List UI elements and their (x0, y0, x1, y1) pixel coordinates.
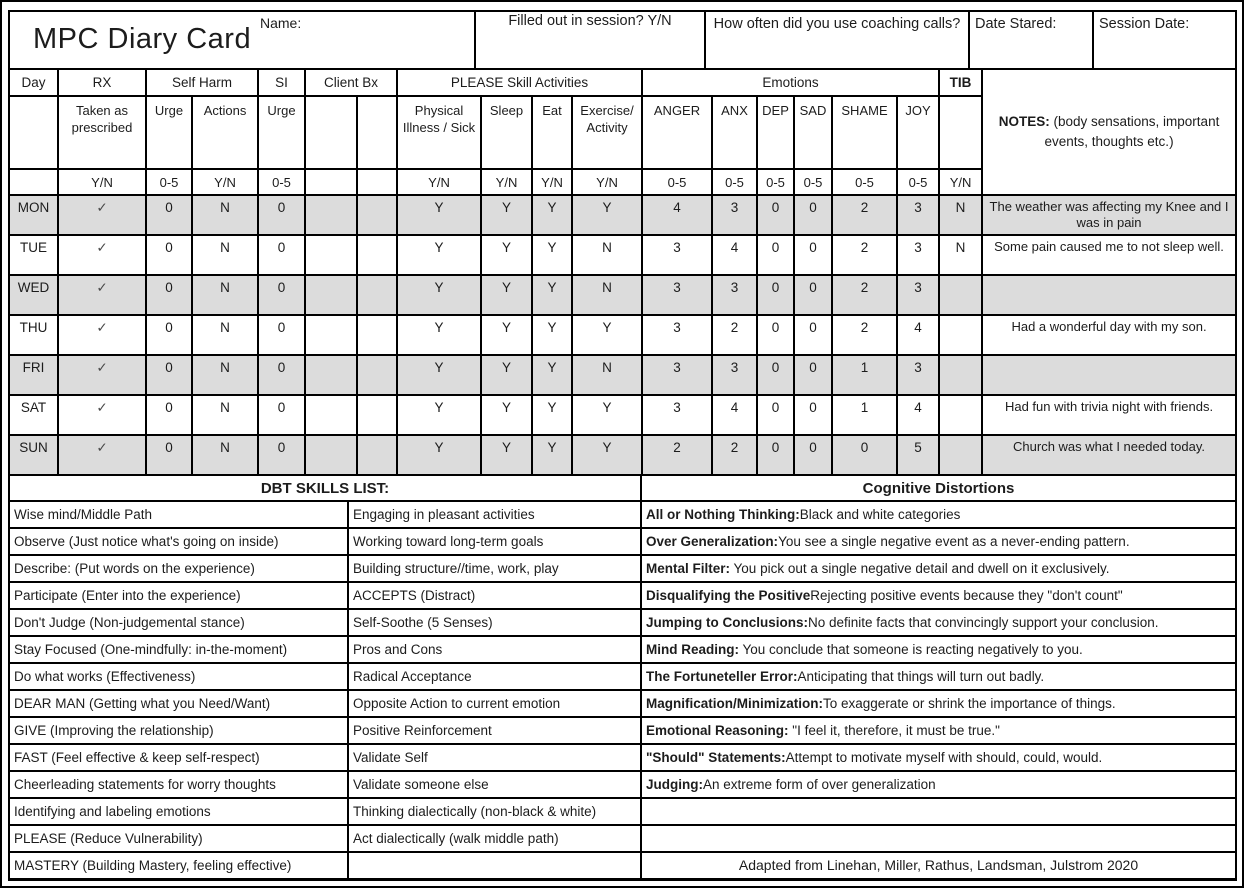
value-cell-wed-6: Y (397, 275, 481, 315)
value-cell-mon-8: Y (532, 195, 572, 235)
value-cell-sat-3: 0 (258, 395, 305, 435)
cognitive-desc-11: An extreme form of over generalization (703, 777, 936, 792)
value-cell-sun-7: Y (481, 435, 532, 475)
value-cell-sun-3: 0 (258, 435, 305, 475)
value-cell-sun-4 (305, 435, 357, 475)
value-cell-mon-1: 0 (146, 195, 192, 235)
filled-in-session-label: Filled out in session? Y/N (475, 11, 705, 69)
name-field-label: Name: (260, 15, 302, 31)
date-started-label: Date Stared: (969, 11, 1093, 69)
cognitive-item-10 (641, 744, 1236, 771)
value-cell-wed-14: 2 (832, 275, 897, 315)
value-cell-tue-13: 0 (794, 235, 832, 275)
value-cell-tue-8: Y (532, 235, 572, 275)
scale-13: 0-5 (794, 169, 832, 195)
day-label-thu: THU (9, 315, 58, 355)
lists-row-6 (9, 636, 1236, 663)
diary-table (8, 68, 1237, 476)
value-cell-tue-4 (305, 235, 357, 275)
cognitive-desc-9: "I feel it, therefore, it must be true." (788, 723, 1000, 738)
attribution-footer: Adapted from Linehan, Miller, Rathus, Landsman, Julstrom 2020 (641, 852, 1236, 879)
skill-col2-5: Self-Soothe (5 Senses) (348, 609, 641, 636)
note-cell-fri (982, 355, 1236, 395)
sub-header-14: SHAME (832, 96, 897, 169)
value-cell-wed-0: ✓ (58, 275, 146, 315)
skill-col2-10: Validate Self (348, 744, 641, 771)
skill-col2-12: Thinking dialectically (non-black & white) (348, 798, 641, 825)
day-label-mon: MON (9, 195, 58, 235)
lists-row-14 (9, 852, 1236, 879)
value-cell-mon-9: Y (572, 195, 642, 235)
value-cell-sat-9: Y (572, 395, 642, 435)
value-cell-fri-7: Y (481, 355, 532, 395)
skill-col1-2: Observe (Just notice what's going on inside) (9, 528, 348, 555)
cognitive-empty-13 (641, 825, 1236, 852)
cognitive-item-4 (641, 582, 1236, 609)
cognitive-desc-10: Attempt to motivate myself with should, could, would. (785, 750, 1103, 765)
cognitive-desc-3: You pick out a single negative detail and dwell on it exclusively. (730, 561, 1110, 576)
value-cell-tue-12: 0 (757, 235, 794, 275)
value-cell-mon-4 (305, 195, 357, 235)
value-cell-tue-14: 2 (832, 235, 897, 275)
value-cell-fri-6: Y (397, 355, 481, 395)
skill-col1-6: Stay Focused (One-mindfully: in-the-moment) (9, 636, 348, 663)
skill-col1-10: FAST (Feel effective & keep self-respect) (9, 744, 348, 771)
skill-col2-7: Radical Acceptance (348, 663, 641, 690)
value-cell-wed-1: 0 (146, 275, 192, 315)
lists-row-8 (9, 690, 1236, 717)
value-cell-fri-1: 0 (146, 355, 192, 395)
value-cell-sat-11: 4 (712, 395, 757, 435)
value-cell-mon-7: Y (481, 195, 532, 235)
skill-col2-11: Validate someone else (348, 771, 641, 798)
cognitive-label-7: The Fortuneteller Error: (646, 669, 798, 684)
value-cell-fri-15: 3 (897, 355, 939, 395)
value-cell-sat-8: Y (532, 395, 572, 435)
notes-header-rest: (body sensations, important events, thoughts etc.) (1044, 114, 1220, 149)
skill-col1-14: MASTERY (Building Mastery, feeling effective) (9, 852, 348, 879)
value-cell-wed-13: 0 (794, 275, 832, 315)
value-cell-wed-16 (939, 275, 982, 315)
value-cell-thu-0: ✓ (58, 315, 146, 355)
value-cell-sat-15: 4 (897, 395, 939, 435)
dbt-skills-header: DBT SKILLS LIST: (9, 475, 641, 501)
scale-10: 0-5 (642, 169, 712, 195)
skill-col2-13: Act dialectically (walk middle path) (348, 825, 641, 852)
lists-row-5 (9, 609, 1236, 636)
scale-14: 0-5 (832, 169, 897, 195)
sub-header-3: Urge (258, 96, 305, 169)
value-cell-mon-16: N (939, 195, 982, 235)
value-cell-tue-11: 4 (712, 235, 757, 275)
value-cell-sun-5 (357, 435, 397, 475)
diary-row-wed (9, 275, 1236, 315)
value-cell-sun-11: 2 (712, 435, 757, 475)
value-cell-sat-4 (305, 395, 357, 435)
value-cell-thu-2: N (192, 315, 258, 355)
title-cell (9, 11, 475, 69)
value-cell-thu-7: Y (481, 315, 532, 355)
value-cell-thu-1: 0 (146, 315, 192, 355)
cognitive-desc-4: Rejecting positive events because they "don't count" (810, 588, 1123, 603)
sub-header-10: ANGER (642, 96, 712, 169)
note-cell-tue: Some pain caused me to not sleep well. (982, 235, 1236, 275)
value-cell-tue-0: ✓ (58, 235, 146, 275)
sub-header-8: Eat (532, 96, 572, 169)
value-cell-fri-11: 3 (712, 355, 757, 395)
skill-col1-8: DEAR MAN (Getting what you Need/Want) (9, 690, 348, 717)
sub-header-11: ANX (712, 96, 757, 169)
value-cell-fri-8: Y (532, 355, 572, 395)
day-label-sat: SAT (9, 395, 58, 435)
diary-row-sun (9, 435, 1236, 475)
note-cell-sat: Had fun with trivia night with friends. (982, 395, 1236, 435)
skill-col1-9: GIVE (Improving the relationship) (9, 717, 348, 744)
lists-row-3 (9, 555, 1236, 582)
value-cell-tue-7: Y (481, 235, 532, 275)
value-cell-fri-5 (357, 355, 397, 395)
value-cell-mon-13: 0 (794, 195, 832, 235)
lists-row-2 (9, 528, 1236, 555)
scale-15: 0-5 (897, 169, 939, 195)
skill-col1-3: Describe: (Put words on the experience) (9, 555, 348, 582)
cognitive-item-8 (641, 690, 1236, 717)
value-cell-thu-5 (357, 315, 397, 355)
value-cell-sun-0: ✓ (58, 435, 146, 475)
col-header-rx: RX (58, 69, 146, 96)
value-cell-tue-2: N (192, 235, 258, 275)
diary-row-sat (9, 395, 1236, 435)
cognitive-item-5 (641, 609, 1236, 636)
cognitive-label-2: Over Generalization: (646, 534, 779, 549)
lists-body (9, 501, 1236, 879)
value-cell-sat-12: 0 (757, 395, 794, 435)
value-cell-thu-15: 4 (897, 315, 939, 355)
scale-4 (305, 169, 357, 195)
value-cell-wed-4 (305, 275, 357, 315)
skill-col1-1: Wise mind/Middle Path (9, 501, 348, 528)
skill-col2-6: Pros and Cons (348, 636, 641, 663)
value-cell-tue-15: 3 (897, 235, 939, 275)
value-cell-thu-10: 3 (642, 315, 712, 355)
skill-col1-12: Identifying and labeling emotions (9, 798, 348, 825)
day-scale-empty (9, 169, 58, 195)
cognitive-label-5: Jumping to Conclusions: (646, 615, 809, 630)
day-label-tue: TUE (9, 235, 58, 275)
value-cell-wed-5 (357, 275, 397, 315)
value-cell-mon-11: 3 (712, 195, 757, 235)
day-label-wed: WED (9, 275, 58, 315)
note-cell-thu: Had a wonderful day with my son. (982, 315, 1236, 355)
skill-col2-4: ACCEPTS (Distract) (348, 582, 641, 609)
scale-5 (357, 169, 397, 195)
skill-col1-4: Participate (Enter into the experience) (9, 582, 348, 609)
value-cell-fri-16 (939, 355, 982, 395)
value-cell-fri-10: 3 (642, 355, 712, 395)
value-cell-tue-16: N (939, 235, 982, 275)
skill-col1-13: PLEASE (Reduce Vulnerability) (9, 825, 348, 852)
page-title: MPC Diary Card (33, 23, 252, 55)
value-cell-sun-10: 2 (642, 435, 712, 475)
cognitive-label-1: All or Nothing Thinking: (646, 507, 800, 522)
value-cell-sat-16 (939, 395, 982, 435)
value-cell-thu-11: 2 (712, 315, 757, 355)
skill-col2-1: Engaging in pleasant activities (348, 501, 641, 528)
day-label-fri: FRI (9, 355, 58, 395)
cognitive-desc-1: Black and white categories (799, 507, 961, 522)
value-cell-thu-13: 0 (794, 315, 832, 355)
sub-header-5 (357, 96, 397, 169)
value-cell-sat-10: 3 (642, 395, 712, 435)
note-cell-sun: Church was what I needed today. (982, 435, 1236, 475)
cognitive-desc-2: You see a single negative event as a never-ending pattern. (778, 534, 1130, 549)
value-cell-thu-14: 2 (832, 315, 897, 355)
value-cell-sat-5 (357, 395, 397, 435)
value-cell-fri-14: 1 (832, 355, 897, 395)
lists-row-12 (9, 798, 1236, 825)
cognitive-item-6 (641, 636, 1236, 663)
lists-header-row (9, 475, 1236, 501)
diary-row-thu (9, 315, 1236, 355)
sub-header-7: Sleep (481, 96, 532, 169)
cognitive-item-11 (641, 771, 1236, 798)
value-cell-thu-12: 0 (757, 315, 794, 355)
value-cell-mon-5 (357, 195, 397, 235)
sub-header-4 (305, 96, 357, 169)
value-cell-thu-3: 0 (258, 315, 305, 355)
skill-col2-8: Opposite Action to current emotion (348, 690, 641, 717)
value-cell-sun-15: 5 (897, 435, 939, 475)
value-cell-sat-2: N (192, 395, 258, 435)
value-cell-thu-9: Y (572, 315, 642, 355)
value-cell-wed-3: 0 (258, 275, 305, 315)
col-header-si: SI (258, 69, 305, 96)
cognitive-empty-12 (641, 798, 1236, 825)
value-cell-fri-0: ✓ (58, 355, 146, 395)
scale-11: 0-5 (712, 169, 757, 195)
value-cell-wed-11: 3 (712, 275, 757, 315)
cognitive-desc-6: You conclude that someone is reacting negatively to you. (739, 642, 1083, 657)
value-cell-tue-6: Y (397, 235, 481, 275)
lists-row-13 (9, 825, 1236, 852)
cognitive-distortions-header: Cognitive Distortions (641, 475, 1236, 501)
scale-2: Y/N (192, 169, 258, 195)
cognitive-desc-5: No definite facts that convincingly support your conclusion. (808, 615, 1159, 630)
value-cell-mon-12: 0 (757, 195, 794, 235)
day-label-sun: SUN (9, 435, 58, 475)
value-cell-fri-4 (305, 355, 357, 395)
sub-header-12: DEP (757, 96, 794, 169)
diary-body (9, 195, 1236, 475)
cognitive-item-1 (641, 501, 1236, 528)
skill-col1-11: Cheerleading statements for worry thoughts (9, 771, 348, 798)
cognitive-label-11: Judging: (646, 777, 704, 792)
scale-16: Y/N (939, 169, 982, 195)
value-cell-mon-2: N (192, 195, 258, 235)
col-header-tib: TIB (939, 69, 982, 96)
coaching-calls-label: How often did you use coaching calls? (705, 11, 969, 69)
sub-header-13: SAD (794, 96, 832, 169)
sub-header-1: Urge (146, 96, 192, 169)
value-cell-tue-10: 3 (642, 235, 712, 275)
skill-col1-7: Do what works (Effectiveness) (9, 663, 348, 690)
value-cell-fri-9: N (572, 355, 642, 395)
value-cell-tue-5 (357, 235, 397, 275)
skill-col2-9: Positive Reinforcement (348, 717, 641, 744)
value-cell-tue-1: 0 (146, 235, 192, 275)
col-header-self-harm: Self Harm (146, 69, 258, 96)
col-header-please: PLEASE Skill Activities (397, 69, 642, 96)
cognitive-desc-7: Anticipating that things will turn out badly. (797, 669, 1045, 684)
value-cell-sun-8: Y (532, 435, 572, 475)
lists-row-10 (9, 744, 1236, 771)
cognitive-item-3 (641, 555, 1236, 582)
skill-col2-2: Working toward long-term goals (348, 528, 641, 555)
group-header-row (9, 69, 1236, 96)
value-cell-sun-12: 0 (757, 435, 794, 475)
note-cell-mon: The weather was affecting my Knee and I was in pain (982, 195, 1236, 235)
cognitive-item-9 (641, 717, 1236, 744)
sub-header-16 (939, 96, 982, 169)
cognitive-desc-8: To exaggerate or shrink the importance of things. (823, 696, 1116, 711)
value-cell-wed-7: Y (481, 275, 532, 315)
cognitive-label-8: Magnification/Minimization: (646, 696, 824, 711)
value-cell-mon-6: Y (397, 195, 481, 235)
value-cell-wed-2: N (192, 275, 258, 315)
value-cell-fri-13: 0 (794, 355, 832, 395)
value-cell-sat-0: ✓ (58, 395, 146, 435)
lists-row-9 (9, 717, 1236, 744)
value-cell-wed-9: N (572, 275, 642, 315)
scale-3: 0-5 (258, 169, 305, 195)
skills-distortions-table (8, 474, 1237, 881)
sub-header-6: Physical Illness / Sick (397, 96, 481, 169)
value-cell-thu-16 (939, 315, 982, 355)
cognitive-label-10: "Should" Statements: (646, 750, 786, 765)
value-cell-mon-14: 2 (832, 195, 897, 235)
scale-8: Y/N (532, 169, 572, 195)
col-header-emotions: Emotions (642, 69, 939, 96)
scale-1: 0-5 (146, 169, 192, 195)
value-cell-sat-13: 0 (794, 395, 832, 435)
value-cell-sun-14: 0 (832, 435, 897, 475)
value-cell-mon-15: 3 (897, 195, 939, 235)
skill-col2-3: Building structure//time, work, play (348, 555, 641, 582)
lists-row-11 (9, 771, 1236, 798)
sub-header-9: Exercise/ Activity (572, 96, 642, 169)
value-cell-fri-12: 0 (757, 355, 794, 395)
value-cell-mon-0: ✓ (58, 195, 146, 235)
value-cell-sun-9: Y (572, 435, 642, 475)
cognitive-item-7 (641, 663, 1236, 690)
sub-header-0: Taken as prescribed (58, 96, 146, 169)
value-cell-sun-1: 0 (146, 435, 192, 475)
value-cell-sat-1: 0 (146, 395, 192, 435)
value-cell-sat-7: Y (481, 395, 532, 435)
lists-row-1 (9, 501, 1236, 528)
value-cell-sun-2: N (192, 435, 258, 475)
scale-6: Y/N (397, 169, 481, 195)
sub-header-2: Actions (192, 96, 258, 169)
scale-0: Y/N (58, 169, 146, 195)
scale-12: 0-5 (757, 169, 794, 195)
value-cell-thu-6: Y (397, 315, 481, 355)
value-cell-fri-3: 0 (258, 355, 305, 395)
scale-7: Y/N (481, 169, 532, 195)
value-cell-sun-16 (939, 435, 982, 475)
skill-col2-14 (348, 852, 641, 879)
value-cell-mon-3: 0 (258, 195, 305, 235)
diary-row-fri (9, 355, 1236, 395)
value-cell-sat-6: Y (397, 395, 481, 435)
lists-row-7 (9, 663, 1236, 690)
cognitive-label-3: Mental Filter: (646, 561, 731, 576)
notes-header (982, 69, 1236, 195)
top-header-table (8, 10, 1237, 70)
session-date-label: Session Date: (1093, 11, 1236, 69)
value-cell-wed-15: 3 (897, 275, 939, 315)
col-header-day: Day (9, 69, 58, 96)
cognitive-label-4: Disqualifying the Positive (646, 588, 811, 603)
value-cell-tue-9: N (572, 235, 642, 275)
scale-9: Y/N (572, 169, 642, 195)
value-cell-wed-12: 0 (757, 275, 794, 315)
notes-header-bold: NOTES: (998, 114, 1050, 130)
cognitive-label-6: Mind Reading: (646, 642, 740, 657)
sub-header-15: JOY (897, 96, 939, 169)
diary-row-tue (9, 235, 1236, 275)
day-subheader-empty (9, 96, 58, 169)
value-cell-fri-2: N (192, 355, 258, 395)
lists-row-4 (9, 582, 1236, 609)
diary-row-mon (9, 195, 1236, 235)
value-cell-sun-6: Y (397, 435, 481, 475)
value-cell-sat-14: 1 (832, 395, 897, 435)
value-cell-thu-8: Y (532, 315, 572, 355)
value-cell-mon-10: 4 (642, 195, 712, 235)
value-cell-wed-8: Y (532, 275, 572, 315)
col-header-client-bx: Client Bx (305, 69, 397, 96)
value-cell-thu-4 (305, 315, 357, 355)
skill-col1-5: Don't Judge (Non-judgemental stance) (9, 609, 348, 636)
value-cell-tue-3: 0 (258, 235, 305, 275)
cognitive-item-2 (641, 528, 1236, 555)
note-cell-wed (982, 275, 1236, 315)
cognitive-label-9: Emotional Reasoning: (646, 723, 789, 738)
value-cell-wed-10: 3 (642, 275, 712, 315)
value-cell-sun-13: 0 (794, 435, 832, 475)
